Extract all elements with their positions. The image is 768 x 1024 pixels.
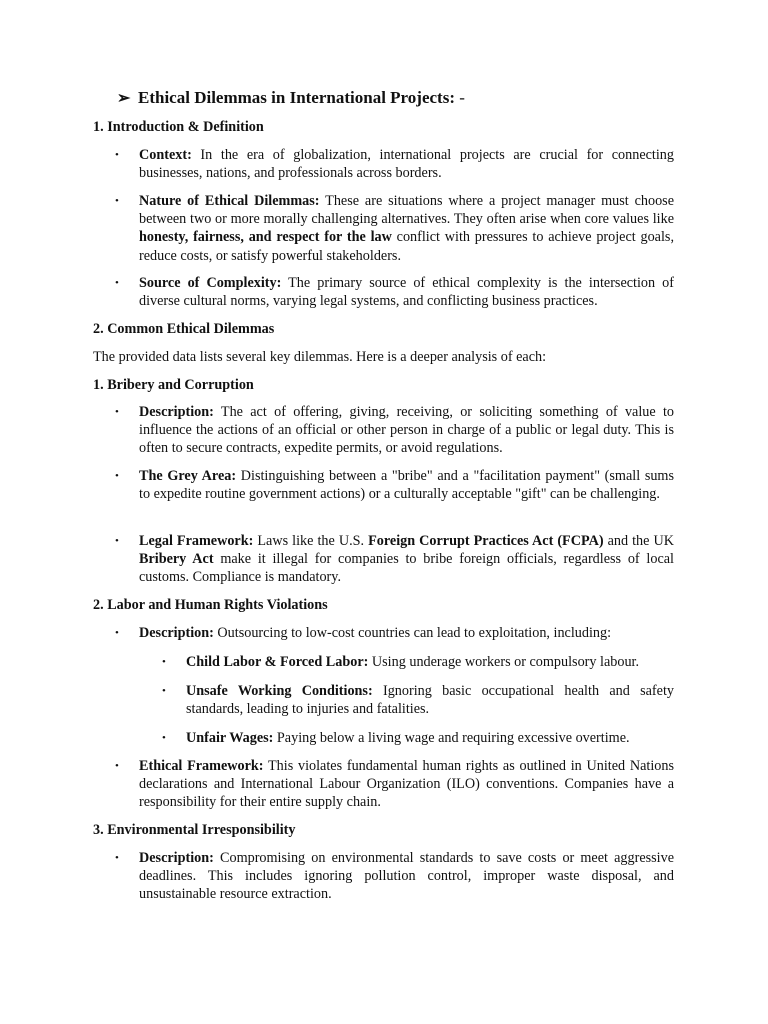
item-label: Description: xyxy=(139,625,214,641)
item-text: This violates fundamental human rights as outlined in United Nations declarations and International Labour Organization (ILO) conventions. Companies have a responsibility for their entire supply chain. xyxy=(139,758,674,811)
section-heading-environment: 3. Environmental Irresponsibility xyxy=(93,822,296,838)
item-text: Compromising on environmental standards to save costs or meet aggressive deadlines. This includes ignoring pollution control, improper waste disposal, and unsustainable resource extraction. xyxy=(139,850,674,903)
arrow-bullet-icon: ➢ xyxy=(117,90,131,107)
item-label: Context: xyxy=(139,147,192,163)
item-text: These are situations where a project manager must choose between two or more morally challenging alternatives. They often arise when core values like xyxy=(139,193,674,228)
item-label: Child Labor & Forced Labor: xyxy=(186,654,369,670)
bullet-icon: • xyxy=(115,149,119,161)
item-text: make it illegal for companies to bribe foreign officials, regardless of local customs. Compliance is mandatory. xyxy=(139,551,674,586)
item-text: conflict with pressures to achieve project goals, reduce costs, or satisfy powerful stakeholders. xyxy=(139,229,674,264)
item-label: Description: xyxy=(139,404,214,420)
section-heading-labor: 2. Labor and Human Rights Violations xyxy=(93,597,328,613)
item-text: and the UK xyxy=(603,533,674,549)
sub-item-unfair-wages xyxy=(186,729,674,747)
item-label: Description: xyxy=(139,850,214,866)
page-title xyxy=(117,87,465,110)
item-text: Laws like the U.S. xyxy=(253,533,369,549)
sub-item-unsafe-conditions xyxy=(186,682,674,718)
item-text: Ignoring basic occupational health and safety standards, leading to injuries and fatalities. xyxy=(186,683,674,718)
sub-bullet-icon: • xyxy=(162,732,166,744)
item-label: Source of Complexity: xyxy=(139,275,282,291)
bullet-icon: • xyxy=(115,852,119,864)
bullet-icon: • xyxy=(115,760,119,772)
sub-item-child-labor xyxy=(186,653,674,671)
item-label: Unfair Wages: xyxy=(186,730,274,746)
bullet-icon: • xyxy=(115,627,119,639)
list-item-grey-area xyxy=(139,467,674,503)
item-emphasis: Bribery Act xyxy=(139,551,214,568)
bullet-icon: • xyxy=(115,277,119,289)
item-text: Paying below a living wage and requiring excessive overtime. xyxy=(273,730,630,746)
title-text: Ethical Dilemmas in International Projects: xyxy=(138,88,455,107)
list-item-legal-framework xyxy=(139,532,674,587)
item-emphasis: Foreign Corrupt Practices Act (FCPA) xyxy=(368,533,604,549)
list-item-environment-description xyxy=(139,849,674,904)
item-text: Distinguishing between a "bribe" and a "facilitation payment" (small sums to expedite routine government actions) or a culturally acceptable "gift" can be challenging. xyxy=(139,468,674,503)
list-item-nature xyxy=(139,192,674,265)
item-text: In the era of globalization, international projects are crucial for connecting businesses, nations, and professionals across borders. xyxy=(139,147,674,182)
item-text: Outsourcing to low-cost countries can lead to exploitation, including: xyxy=(213,625,612,641)
list-item-context xyxy=(139,146,674,182)
item-label: The Grey Area: xyxy=(139,468,237,484)
intro-paragraph: The provided data lists several key dilemmas. Here is a deeper analysis of each: xyxy=(93,349,547,365)
item-label: Legal Framework: xyxy=(139,533,254,549)
item-text: Using underage workers or compulsory labour. xyxy=(368,654,640,670)
list-item-source xyxy=(139,274,674,310)
list-item-bribery-description xyxy=(139,403,674,458)
item-label: Ethical Framework: xyxy=(139,758,264,774)
list-item-labor-description xyxy=(139,624,674,642)
list-item-ethical-framework xyxy=(139,757,674,812)
bullet-icon: • xyxy=(115,406,119,418)
item-label: Unsafe Working Conditions: xyxy=(186,683,373,699)
section-heading-common: 2. Common Ethical Dilemmas xyxy=(93,321,275,337)
bullet-icon: • xyxy=(115,470,119,482)
item-label: Nature of Ethical Dilemmas: xyxy=(139,193,320,209)
item-text: The act of offering, giving, receiving, or soliciting something of value to influence the actions of an official or other person in charge of a public or legal duty. This is often to secure contracts, expedite permits, or avoid regulations. xyxy=(139,404,674,457)
sub-bullet-icon: • xyxy=(162,685,166,697)
bullet-icon: • xyxy=(115,535,119,547)
section-heading-introduction: 1. Introduction & Definition xyxy=(93,119,264,135)
sub-bullet-icon: • xyxy=(162,656,166,668)
title-tail: - xyxy=(454,88,465,107)
bullet-icon: • xyxy=(115,195,119,207)
item-emphasis: honesty, fairness, and respect for the law xyxy=(139,229,392,246)
item-text: The primary source of ethical complexity is the intersection of diverse cultural norms, varying legal systems, and conflicting business practices. xyxy=(139,275,674,310)
section-heading-bribery: 1. Bribery and Corruption xyxy=(93,377,254,393)
